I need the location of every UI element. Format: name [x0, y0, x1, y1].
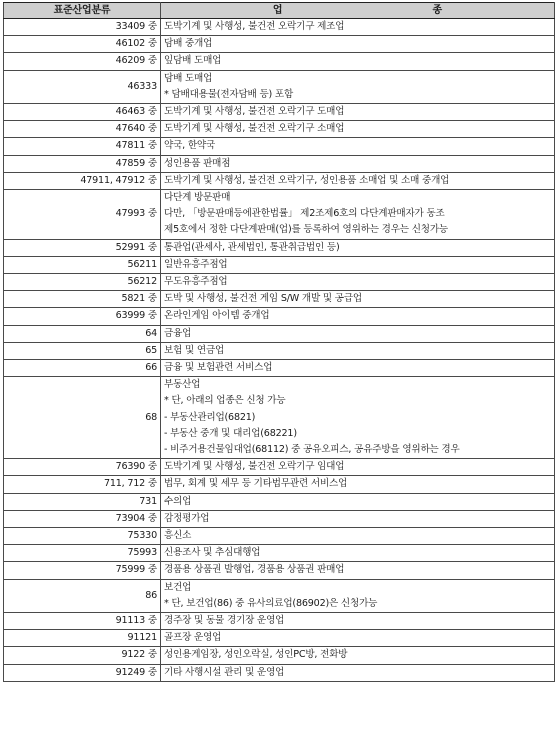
description-line: 성인용게임장, 성인오락실, 성인PC방, 전화방	[164, 649, 348, 661]
classification-code: 64	[4, 325, 161, 342]
industry-description	[161, 664, 555, 681]
industry-description	[161, 647, 555, 664]
table-row	[4, 36, 555, 53]
table-row	[4, 630, 555, 647]
description-line: * 단, 아래의 업종은 신청 가능	[164, 395, 286, 407]
classification-code: 33409 중	[4, 19, 161, 36]
description-line: 잎담배 도매업	[164, 55, 222, 67]
description-line: 도박기계 및 사행성, 불건전 오락기구 소매업	[164, 123, 345, 135]
description-line: 다단계 방문판매	[164, 192, 231, 203]
industry-description	[161, 155, 555, 172]
industry-classification-table	[3, 2, 555, 682]
description-line: 도박기계 및 사행성, 불건전 오락기구 임대업	[164, 461, 345, 473]
classification-code: 75999 중	[4, 562, 161, 579]
classification-code: 91121	[4, 630, 161, 647]
table-row	[4, 459, 555, 476]
table-row	[4, 647, 555, 664]
description-line: - 부동산 중개 및 대리업(68221)	[164, 427, 297, 439]
description-line: 도박 및 사행성, 불건전 게임 S/W 개발 및 공급업	[164, 293, 363, 305]
industry-description	[161, 342, 555, 359]
table-row	[4, 121, 555, 138]
table-row	[4, 342, 555, 359]
description-line: 경품용 상품권 발행업, 경품용 상품권 판매업	[164, 564, 345, 576]
classification-code: 75330	[4, 527, 161, 544]
description-line: 금융업	[164, 327, 192, 339]
classification-code: 731	[4, 493, 161, 510]
industry-description	[161, 121, 555, 138]
classification-code: 46209 중	[4, 53, 161, 70]
industry-description	[161, 562, 555, 579]
industry-description	[161, 53, 555, 70]
description-line: 골프장 운영업	[164, 632, 222, 644]
description-line: 보험 및 연금업	[164, 344, 225, 356]
industry-description	[161, 138, 555, 155]
industry-description	[161, 190, 555, 240]
classification-code: 47911, 47912 중	[4, 172, 161, 189]
classification-code: 91249 중	[4, 664, 161, 681]
description-line: 도박기계 및 사행성, 불건전 오락기구, 성인용품 소매업 및 소매 중개업	[164, 174, 450, 186]
table-row	[4, 273, 555, 290]
description-line: * 단, 보건업(86) 중 유사의료업(86902)은 신청가능	[164, 597, 378, 609]
table-row	[4, 562, 555, 579]
table-row	[4, 325, 555, 342]
classification-code: 46102 중	[4, 36, 161, 53]
table-row	[4, 53, 555, 70]
table-row	[4, 256, 555, 273]
industry-description	[161, 377, 555, 459]
industry-description	[161, 256, 555, 273]
description-line: 약국, 한약국	[164, 140, 216, 152]
classification-code: 73904 중	[4, 510, 161, 527]
classification-code: 9122 중	[4, 647, 161, 664]
description-line: 도박기계 및 사행성, 불건전 오락기구 제조업	[164, 21, 345, 32]
description-line: 법무, 회계 및 세무 등 기타법무관련 서비스업	[164, 478, 348, 490]
industry-description	[161, 459, 555, 476]
industry-description	[161, 510, 555, 527]
table-header-row	[4, 3, 555, 19]
classification-code: 47993 중	[4, 190, 161, 240]
industry-description	[161, 579, 555, 612]
classification-code: 47859 중	[4, 155, 161, 172]
table-row	[4, 190, 555, 240]
table-body	[4, 19, 555, 682]
description-line: 부동산업	[164, 379, 201, 391]
industry-description	[161, 545, 555, 562]
industry-description	[161, 493, 555, 510]
table-row	[4, 138, 555, 155]
table-row	[4, 510, 555, 527]
industry-description	[161, 239, 555, 256]
description-line: 수의업	[164, 495, 192, 507]
classification-code: 56212	[4, 273, 161, 290]
header-classification: 표준산업분류	[4, 3, 161, 19]
classification-code: 5821 중	[4, 291, 161, 308]
table-row	[4, 527, 555, 544]
industry-description	[161, 273, 555, 290]
table-row	[4, 308, 555, 325]
industry-description	[161, 291, 555, 308]
description-line: 무도유흥주점업	[164, 275, 228, 287]
industry-description	[161, 103, 555, 120]
description-line: 담배 중개업	[164, 38, 213, 50]
description-line: 담배 도매업	[164, 72, 213, 84]
classification-code: 711, 712 중	[4, 476, 161, 493]
description-line: - 부동산관리업(6821)	[164, 411, 256, 423]
industry-description	[161, 476, 555, 493]
classification-code: 46333	[4, 70, 161, 103]
table-row	[4, 612, 555, 629]
classification-code: 91113 중	[4, 612, 161, 629]
classification-code: 52991 중	[4, 239, 161, 256]
table-row	[4, 476, 555, 493]
classification-code: 56211	[4, 256, 161, 273]
description-line: 도박기계 및 사행성, 불건전 오락기구 도매업	[164, 105, 345, 117]
classification-code: 76390 중	[4, 459, 161, 476]
table-row	[4, 493, 555, 510]
description-line: 신용조사 및 추심대행업	[164, 547, 261, 559]
classification-code: 66	[4, 359, 161, 376]
description-line: 기타 사행시설 관리 및 운영업	[164, 666, 285, 678]
classification-code: 46463 중	[4, 103, 161, 120]
industry-description	[161, 527, 555, 544]
industry-description	[161, 172, 555, 189]
classification-code: 75993	[4, 545, 161, 562]
table-row	[4, 291, 555, 308]
classification-code: 47811 중	[4, 138, 161, 155]
description-line: - 비주거용건물임대업(68112) 중 공유오피스, 공유주방을 영위하는 경우	[164, 443, 460, 455]
industry-description	[161, 325, 555, 342]
description-line: 통관업(관세사, 관세법인, 통관취급법인 등)	[164, 241, 340, 253]
table-row	[4, 239, 555, 256]
table-row	[4, 172, 555, 189]
industry-description	[161, 630, 555, 647]
classification-code: 63999 중	[4, 308, 161, 325]
description-line: * 담배대용물(전자담배 등) 포함	[164, 88, 294, 100]
table-row	[4, 19, 555, 36]
header-industry	[161, 3, 555, 19]
classification-code: 86	[4, 579, 161, 612]
description-line: 경주장 및 동물 경기장 운영업	[164, 614, 285, 626]
description-line: 흥신소	[164, 529, 192, 541]
table-row	[4, 70, 555, 103]
classification-code: 68	[4, 377, 161, 459]
header-industry-part-a: 업	[272, 5, 283, 16]
description-line: 온라인게임 아이템 중개업	[164, 310, 270, 322]
industry-description	[161, 70, 555, 103]
table-row	[4, 155, 555, 172]
industry-description	[161, 359, 555, 376]
description-line: 제5호에서 정한 다단계판매(업)를 등록하여 영위하는 경우는 신청가능	[164, 224, 448, 236]
table-row	[4, 545, 555, 562]
classification-code: 65	[4, 342, 161, 359]
description-line: 금융 및 보험관련 서비스업	[164, 361, 273, 373]
header-industry-part-b: 종	[432, 5, 443, 16]
table-row	[4, 103, 555, 120]
table-row	[4, 359, 555, 376]
table-row	[4, 377, 555, 459]
table-row	[4, 664, 555, 681]
classification-code: 47640 중	[4, 121, 161, 138]
description-line: 보건업	[164, 581, 192, 593]
description-line: 감정평가업	[164, 512, 210, 524]
industry-description	[161, 19, 555, 36]
industry-description	[161, 308, 555, 325]
description-line: 일반유흥주점업	[164, 258, 228, 270]
industry-description	[161, 612, 555, 629]
description-line: 성인용품 판매점	[164, 157, 231, 169]
description-line: 다만, 「방문판매등에관한법률」 제2조제6호의 다단계판매자가 동조	[164, 208, 445, 220]
table-row	[4, 579, 555, 612]
industry-description	[161, 36, 555, 53]
